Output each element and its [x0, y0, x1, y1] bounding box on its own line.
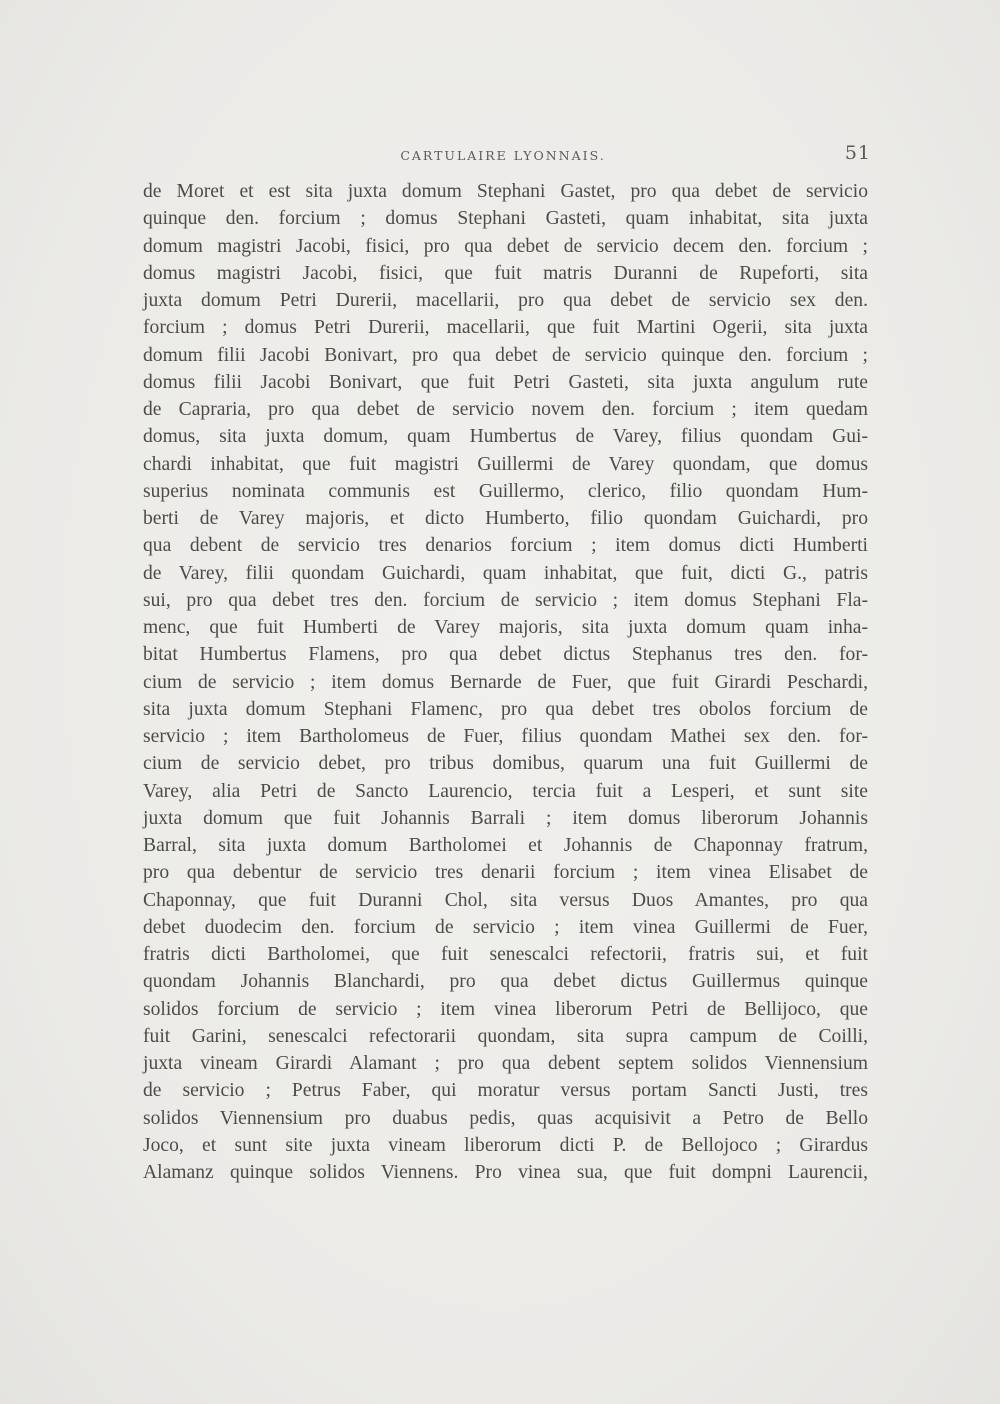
running-title: CARTULAIRE LYONNAIS.	[400, 148, 606, 163]
text-line: sui, pro qua debet tres den. forcium de servicio ; item domus Stephani Fla-	[143, 589, 868, 611]
text-line: bitat Humbertus Flamens, pro qua debet dictus Stephanus tres den. for-	[143, 644, 868, 666]
text-line: quondam Johannis Blanchardi, pro qua debet dictus Guillermus quinque	[143, 971, 868, 993]
text-line: qua debent de servicio tres denarios forcium ; item domus dicti Humberti	[143, 535, 868, 557]
text-line: de Moret et est sita juxta domum Stephani Gastet, pro qua debet de servicio	[143, 181, 868, 202]
text-line: menc, que fuit Humberti de Varey majoris, sita juxta domum quam inha-	[143, 617, 868, 638]
text-line: domum filii Jacobi Bonivart, pro qua debet de servicio quinque den. forcium ;	[143, 344, 868, 366]
text-line: sita juxta domum Stephani Flamenc, pro qua debet tres obolos forcium de	[143, 698, 868, 720]
text-line: forcium ; domus Petri Durerii, macellarii, que fuit Martini Ogerii, sita juxta	[143, 317, 868, 339]
text-line: cium de servicio debet, pro tribus domibus, quarum una fuit Guillermi de	[143, 753, 868, 775]
page-number: 51	[844, 142, 871, 164]
text-line: Barral, sita juxta domum Bartholomei et Johannis de Chaponnay fratrum,	[143, 835, 868, 856]
text-line: servicio ; item Bartholomeus de Fuer, filius quondam Mathei sex den. for-	[143, 726, 868, 747]
text-line: berti de Varey majoris, et dicto Humberto, filio quondam Guichardi, pro	[143, 508, 868, 529]
text-line: fuit Garini, senescalci refectorarii quondam, sita supra campum de Coilli,	[143, 1025, 868, 1047]
text-line: juxta vineam Girardi Alamant ; pro qua debent septem solidos Viennensium	[143, 1053, 868, 1074]
text-line: de Varey, filii quondam Guichardi, quam inhabitat, que fuit, dicti G., patris	[143, 562, 868, 584]
text-line: domus filii Jacobi Bonivart, que fuit Petri Gasteti, sita juxta angulum rute	[143, 371, 868, 393]
text-line: juxta domum que fuit Johannis Barrali ; item domus liberorum Johannis	[143, 807, 868, 829]
text-line: solidos Viennensium pro duabus pedis, quas acquisivit a Petro de Bello	[143, 1107, 868, 1129]
text-line: juxta domum Petri Durerii, macellarii, pro qua debet de servicio sex den.	[143, 290, 868, 311]
text-line: pro qua debentur de servicio tres denarii forcium ; item vinea Elisabet de	[143, 862, 868, 884]
text-line: de Capraria, pro qua debet de servicio novem den. forcium ; item quedam	[143, 399, 868, 420]
text-line: chardi inhabitat, que fuit magistri Guillermi de Varey quondam, que domus	[143, 453, 868, 475]
text-line: de servicio ; Petrus Faber, qui moratur versus portam Sancti Justi, tres	[143, 1080, 868, 1102]
text-line: fratris dicti Bartholomei, que fuit senescalci refectorii, fratris sui, et fuit	[143, 944, 868, 965]
body-text	[143, 178, 868, 1186]
text-line: quinque den. forcium ; domus Stephani Gasteti, quam inhabitat, sita juxta	[143, 208, 868, 230]
text-line: Alamanz quinque solidos Viennens. Pro vinea sua, que fuit dompni Laurencii,	[143, 1162, 868, 1183]
text-line: superius nominata communis est Guillermo, clerico, filio quondam Hum-	[143, 480, 868, 502]
running-head	[143, 140, 871, 170]
text-line: Joco, et sunt site juxta vineam liberorum dicti P. de Bellojoco ; Girardus	[143, 1134, 868, 1156]
text-line: Varey, alia Petri de Sancto Laurencio, tercia fuit a Lesperi, et sunt site	[143, 780, 868, 802]
text-line: domus, sita juxta domum, quam Humbertus de Varey, filius quondam Gui-	[143, 426, 868, 448]
text-line: solidos forcium de servicio ; item vinea liberorum Petri de Bellijoco, que	[143, 998, 868, 1020]
text-line: domum magistri Jacobi, fisici, pro qua debet de servicio decem den. forcium ;	[143, 235, 868, 257]
text-line: cium de servicio ; item domus Bernarde de Fuer, que fuit Girardi Peschardi,	[143, 671, 868, 693]
text-line: Chaponnay, que fuit Duranni Chol, sita versus Duos Amantes, pro qua	[143, 889, 868, 911]
text-line: domus magistri Jacobi, fisici, que fuit matris Duranni de Rupeforti, sita	[143, 262, 868, 284]
text-line: debet duodecim den. forcium de servicio ; item vinea Guillermi de Fuer,	[143, 916, 868, 938]
